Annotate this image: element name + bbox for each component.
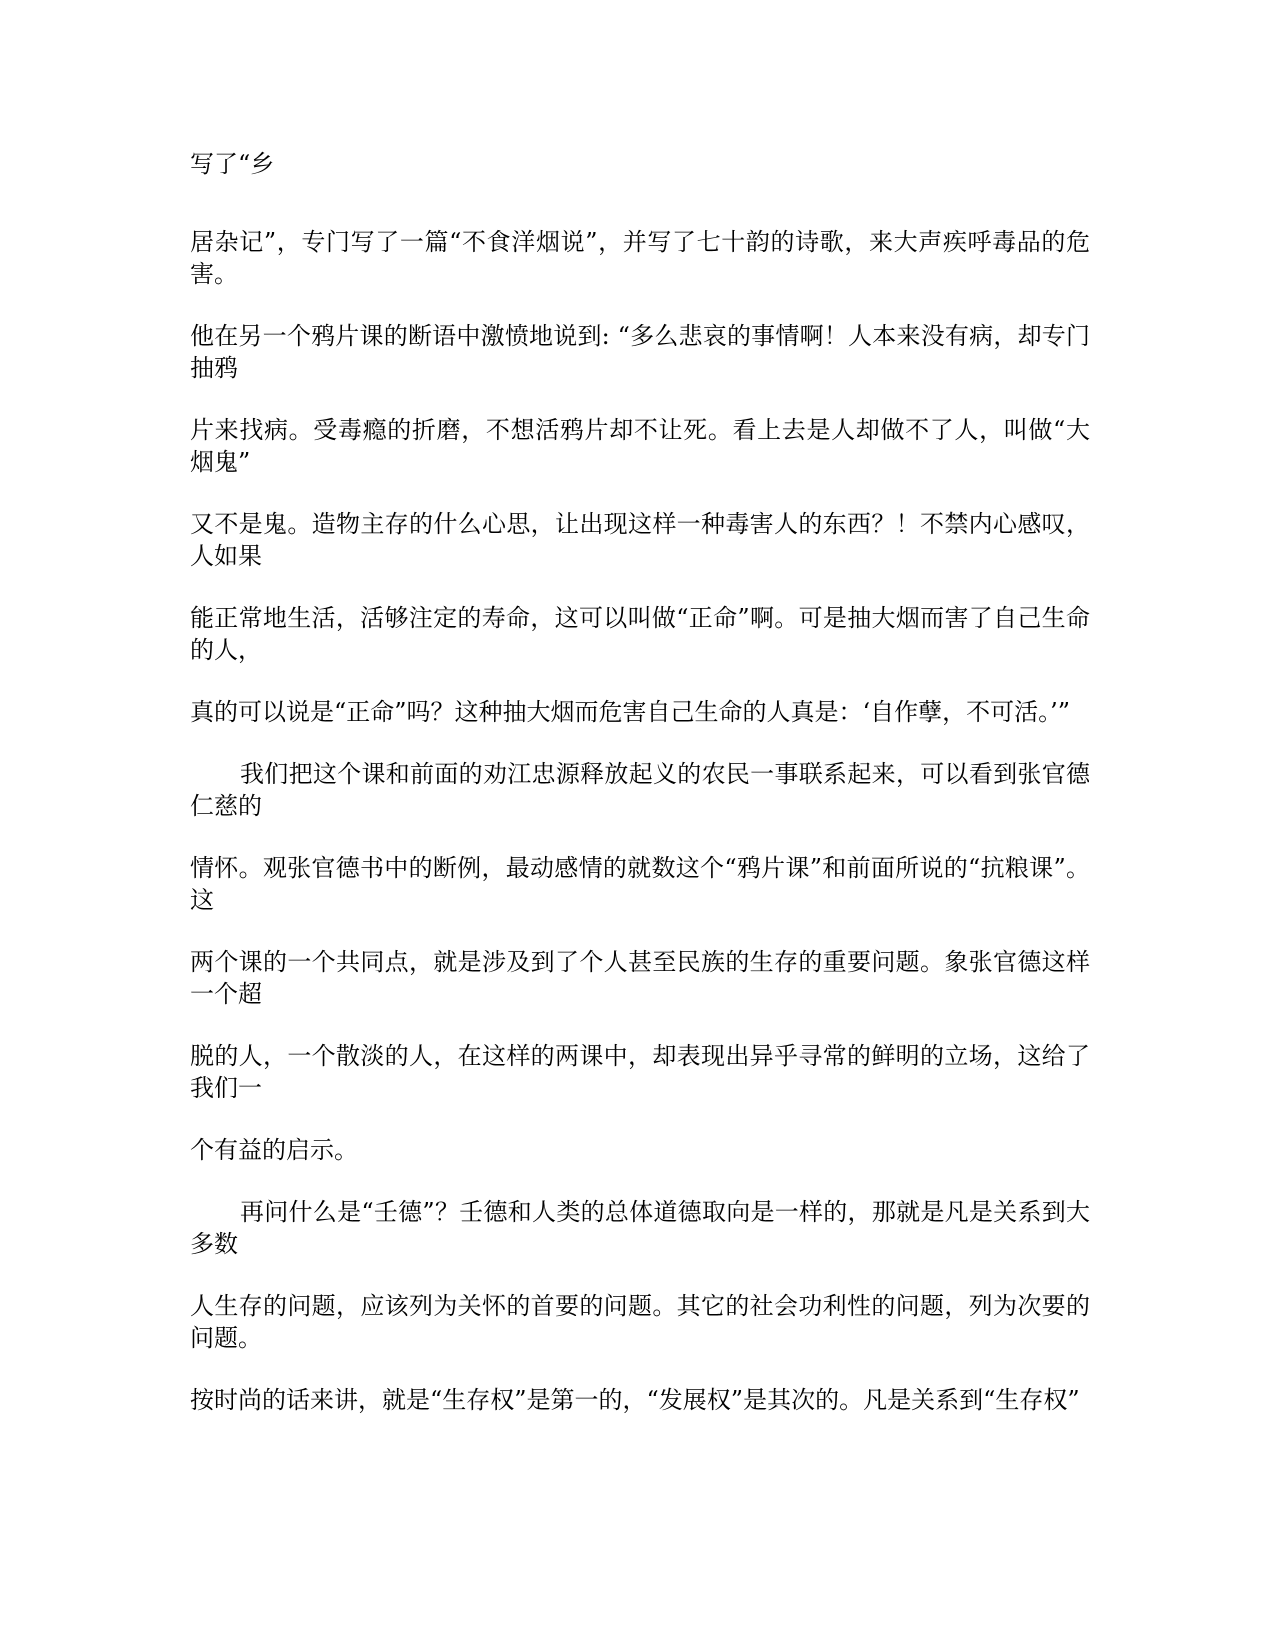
paragraph: 能正常地生活，活够注定的寿命，这可以叫做“正命”啊。可是抽大烟而害了自己生命的人， xyxy=(190,604,1090,664)
paragraph: 按时尚的话来讲，就是“生存权”是第一的，“发展权”是其次的。凡是关系到“生存权” xyxy=(190,1386,1080,1414)
paragraph: 人生存的问题，应该列为关怀的首要的问题。其它的社会功利性的问题，列为次要的问题。 xyxy=(190,1292,1090,1352)
paragraph: 又不是鬼。造物主存的什么心思，让出现这样一种毒害人的东西？！不禁内心感叹，人如果 xyxy=(190,510,1090,570)
paragraph: 写了“乡 xyxy=(190,150,275,178)
paragraph: 我们把这个课和前面的劝江忠源释放起义的农民一事联系起来，可以看到张官德仁慈的 xyxy=(190,760,1090,820)
paragraph: 他在另一个鸦片课的断语中激愤地说到: “多么悲哀的事情啊！人本来没有病，却专门抽鸦 xyxy=(190,322,1090,382)
paragraph: 个有益的启示。 xyxy=(190,1136,358,1164)
paragraph: 再问什么是“壬德”？壬德和人类的总体道德取向是一样的，那就是凡是关系到大多数 xyxy=(190,1198,1090,1258)
paragraph: 情怀。观张官德书中的断例，最动感情的就数这个“鸦片课”和前面所说的“抗粮课”。这 xyxy=(190,854,1090,914)
document-body xyxy=(190,148,1090,1446)
paragraph: 居杂记”，专门写了一篇“不食洋烟说”，并写了七十韵的诗歌，来大声疾呼毒品的危害。 xyxy=(190,228,1090,288)
paragraph: 片来找病。受毒瘾的折磨，不想活鸦片却不让死。看上去是人却做不了人，叫做“大烟鬼” xyxy=(190,416,1090,476)
paragraph: 两个课的一个共同点，就是涉及到了个人甚至民族的生存的重要问题。象张官德这样一个超 xyxy=(190,948,1090,1008)
paragraph: 真的可以说是“正命”吗？这种抽大烟而危害自己生命的人真是：‘自作孽，不可活。’” xyxy=(190,698,1071,726)
paragraph: 脱的人，一个散淡的人，在这样的两课中，却表现出异乎寻常的鲜明的立场，这给了我们一 xyxy=(190,1042,1090,1102)
